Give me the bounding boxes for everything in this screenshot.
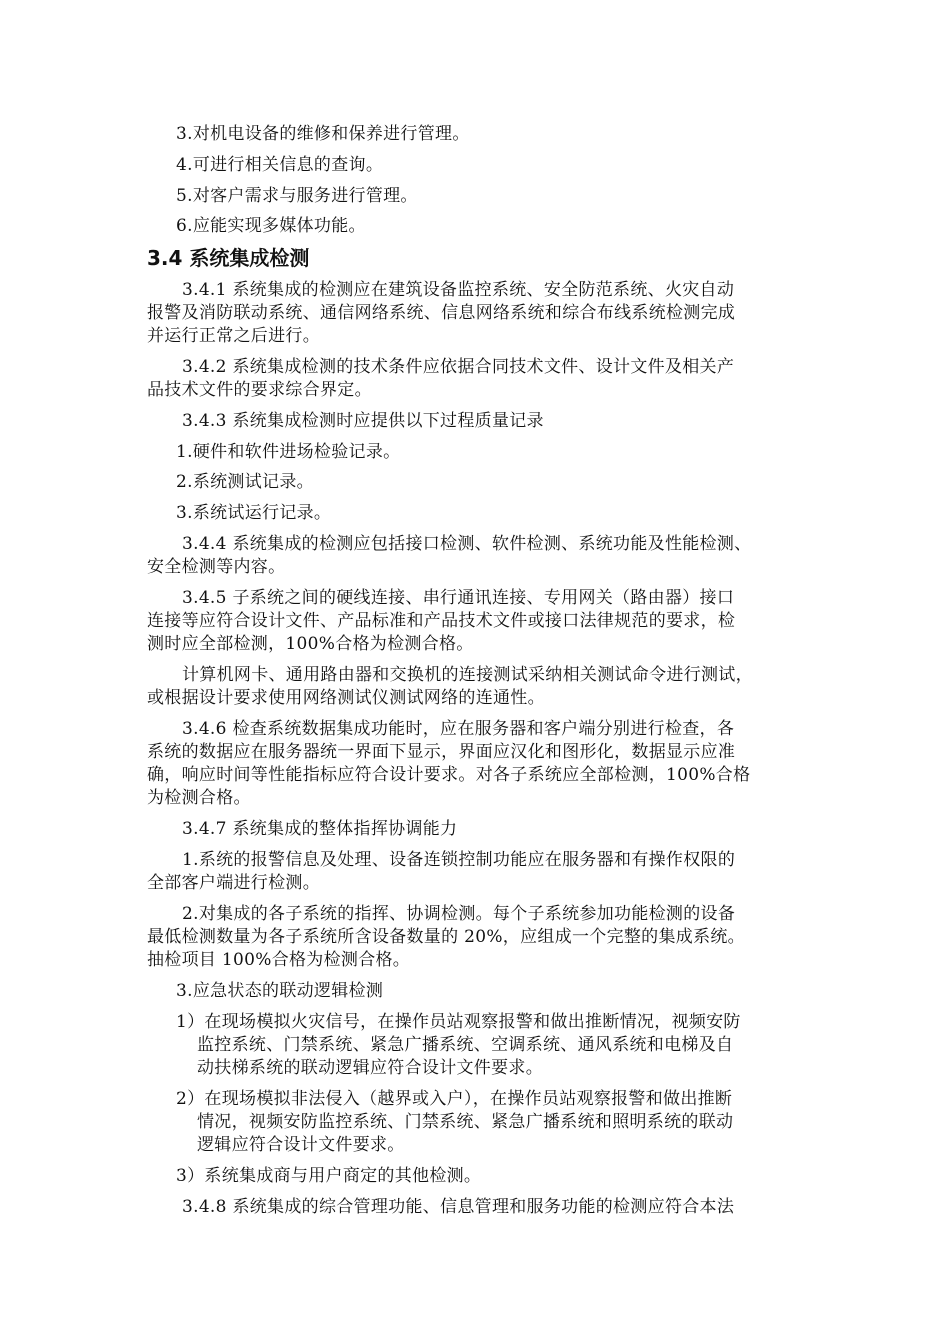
- paragraph-line: 报警及消防联动系统、通信网络系统、信息网络系统和综合布线系统检测完成: [147, 303, 736, 323]
- paragraph-line: 连接等应符合设计文件、产品标准和产品技术文件或接口法律规范的要求，检: [147, 611, 736, 631]
- list-item: 1.硬件和软件进场检验记录。: [176, 442, 401, 462]
- paragraph-line: 为检测合格。: [147, 788, 251, 808]
- paragraph-line: 2.对集成的各子系统的指挥、协调检测。每个子系统参加功能检测的设备: [182, 904, 736, 924]
- paragraph-line: 品技术文件的要求综合界定。: [147, 380, 372, 400]
- paragraph-line: 3.4.6 检查系统数据集成功能时，应在服务器和客户端分别进行检查，各: [182, 719, 735, 739]
- paragraph-line: 监控系统、门禁系统、紧急广播系统、空调系统、通风系统和电梯及自: [197, 1035, 734, 1055]
- paragraph-line: 动扶梯系统的联动逻辑应符合设计文件要求。: [197, 1058, 543, 1078]
- list-item: 6.应能实现多媒体功能。: [176, 216, 366, 236]
- list-item: 3）系统集成商与用户商定的其他检测。: [176, 1166, 482, 1186]
- paragraph-line: 测时应全部检测，100%合格为检测合格。: [147, 634, 474, 654]
- paragraph-line: 3.4.1 系统集成的检测应在建筑设备监控系统、安全防范系统、火灾自动: [182, 280, 735, 300]
- list-item: 1）在现场模拟火灾信号，在操作员站观察报警和做出推断情况，视频安防: [176, 1012, 741, 1032]
- paragraph-line: 最低检测数量为各子系统所含设备数量的 20%，应组成一个完整的集成系统。: [147, 927, 745, 947]
- paragraph-line: 3.4.5 子系统之间的硬线连接、串行通讯连接、专用网关（路由器）接口: [182, 588, 735, 608]
- paragraph-line: 并运行正常之后进行。: [147, 326, 320, 346]
- paragraph-line: 系统的数据应在服务器统一界面下显示，界面应汉化和图形化，数据显示应准: [147, 742, 736, 762]
- paragraph-line: 确，响应时间等性能指标应符合设计要求。对各子系统应全部检测，100%合格: [147, 765, 751, 785]
- paragraph-line: 抽检项目 100%合格为检测合格。: [147, 950, 411, 970]
- list-item: 2）在现场模拟非法侵入（越界或入户），在操作员站观察报警和做出推断: [176, 1089, 733, 1109]
- paragraph-line: 1.系统的报警信息及处理、设备连锁控制功能应在服务器和有操作权限的: [182, 850, 736, 870]
- list-item: 2.系统测试记录。: [176, 472, 314, 492]
- paragraph-line: 3.4.4 系统集成的检测应包括接口检测、软件检测、系统功能及性能检测、: [182, 534, 752, 554]
- paragraph-line: 3.4.3 系统集成检测时应提供以下过程质量记录: [182, 411, 544, 431]
- paragraph-line: 全部客户端进行检测。: [147, 873, 320, 893]
- list-item: 3.应急状态的联动逻辑检测: [176, 981, 384, 1001]
- paragraph-line: 逻辑应符合设计文件要求。: [197, 1135, 405, 1155]
- list-item: 5.对客户需求与服务进行管理。: [176, 186, 418, 206]
- section-heading: 3.4 系统集成检测: [147, 246, 310, 270]
- paragraph-line: 安全检测等内容。: [147, 557, 286, 577]
- list-item: 3.对机电设备的维修和保养进行管理。: [176, 124, 470, 144]
- paragraph-line: 3.4.2 系统集成检测的技术条件应依据合同技术文件、设计文件及相关产: [182, 357, 735, 377]
- paragraph-line: 3.4.8 系统集成的综合管理功能、信息管理和服务功能的检测应符合本法: [182, 1197, 735, 1217]
- list-item: 3.系统试运行记录。: [176, 503, 332, 523]
- paragraph-line: 情况，视频安防监控系统、门禁系统、紧急广播系统和照明系统的联动: [197, 1112, 734, 1132]
- list-item: 4.可进行相关信息的查询。: [176, 155, 384, 175]
- paragraph-line: 计算机网卡、通用路由器和交换机的连接测试采纳相关测试命令进行测试，: [182, 665, 753, 685]
- paragraph-line: 或根据设计要求使用网络测试仪测试网络的连通性。: [147, 688, 545, 708]
- paragraph-line: 3.4.7 系统集成的整体指挥协调能力: [182, 819, 458, 839]
